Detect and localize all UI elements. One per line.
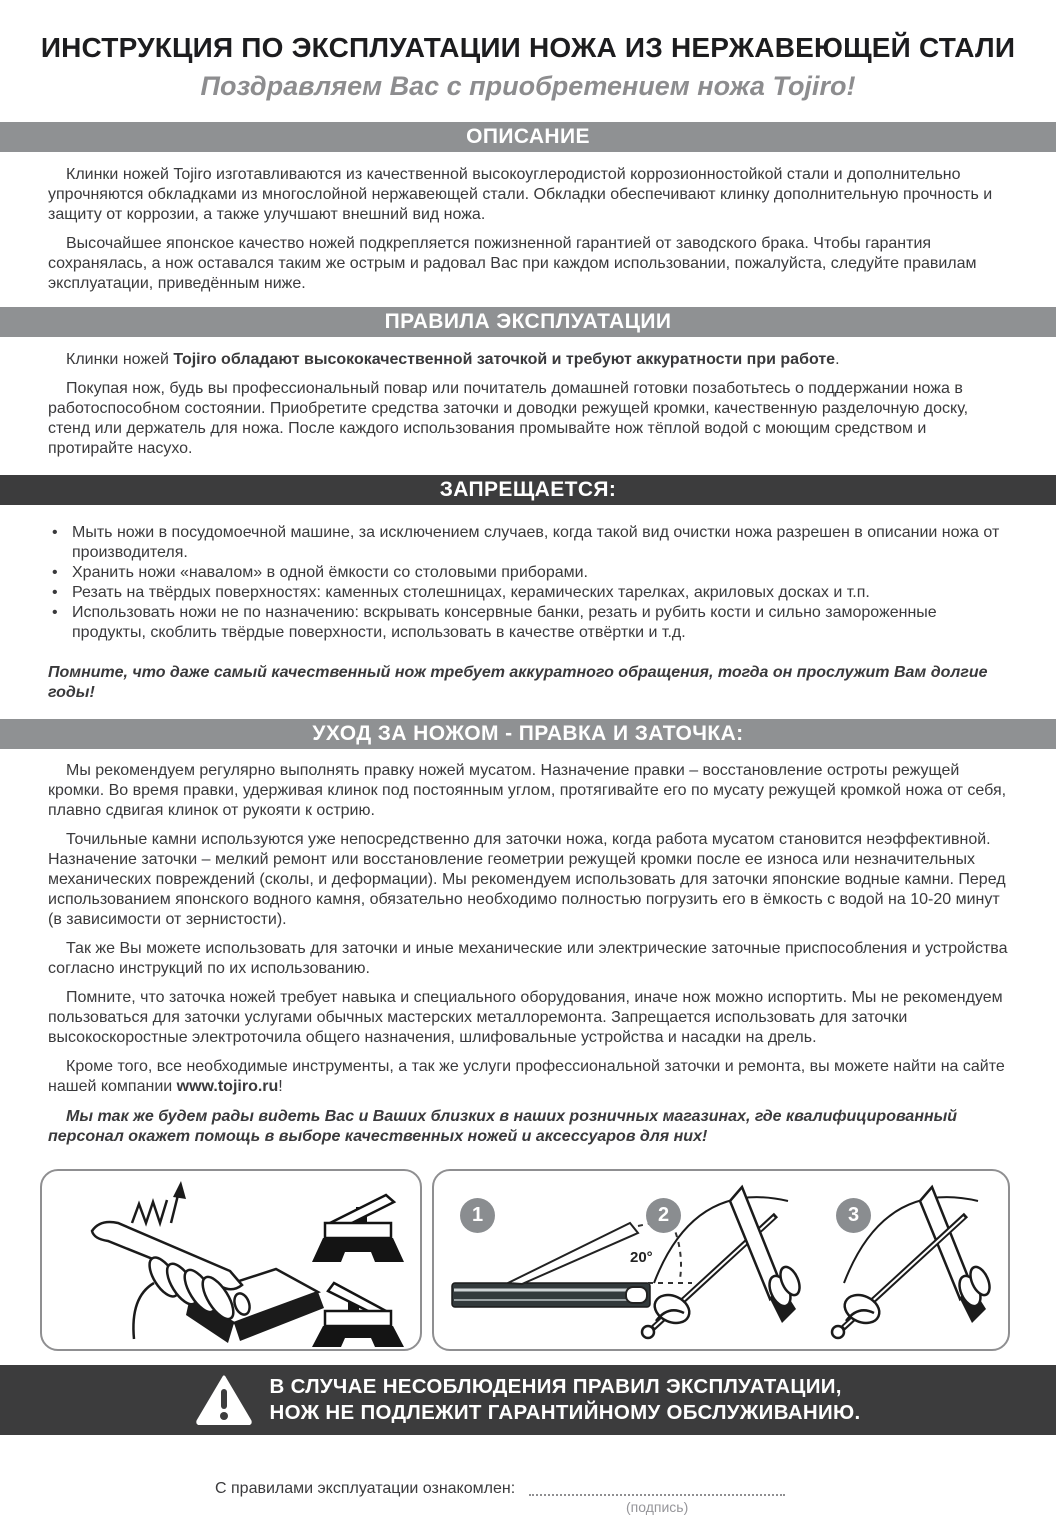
section-header-care: УХОД ЗА НОЖОМ - ПРАВКА И ЗАТОЧКА: (0, 719, 1056, 749)
section-header-description: ОПИСАНИЕ (0, 122, 1056, 152)
care-paragraph-4: Помните, что заточка ножей требует навыка и специального оборудования, иначе нож можно испортить. Мы не рекомендуем пользоваться для заточки услугами обычных мастерских металлоремонта. Запрещается использовать для заточки высокоскоростные электроточила общего назначения, шлифовальные устройства и насадки на дрель. (48, 989, 1003, 1046)
honing-steps-drawing (434, 1171, 1008, 1349)
instruction-document (0, 32, 1056, 1532)
section-description (0, 152, 1056, 294)
care-paragraph-1: Мы рекомендуем регулярно выполнять правку ножей мусатом. Назначение правки – восстановление остроты режущей кромки. Во время правки, удерживая клинок под постоянным углом, протягивайте его по мусату режущей кромкой ножа от себя, плавно сдвигая клинок от рукояти к острию. (48, 762, 1007, 819)
rules-p1-prefix: Клинки ножей (66, 351, 174, 368)
rules-p1-bold: Tojiro обладают высококачественной заточкой и требуют аккуратности при работе (173, 351, 836, 368)
forbidden-item: • Хранить ножи «навалом» в одной ёмкости со столовыми приборами. (48, 563, 1008, 583)
warning-line-2: НОЖ НЕ ПОДЛЕЖИТ ГАРАНТИЙНОМУ ОБСЛУЖИВАНИЮ. (269, 1401, 861, 1424)
forbidden-item: • Использовать ножи не по назначению: вскрывать консервные банки, резать и рубить кости и сильно замороженные продукты, скоблить твёрдые поверхности, использовать в качестве отвёртки и т.д. (48, 603, 1008, 643)
care-paragraph-2: Точильные камни используются уже непосредственно для заточки ножа, когда работа мусатом становится неэффективной. Назначение заточки – мелкий ремонт или восстановление геометрии режущей кромки после ее износа или незначительных механических повреждений (сколы, и деформации). Мы рекомендуем использовать для заточки японские водные камни. Перед использованием японского водного камня, обязательно необходимо полностью погрузить его в ёмкость с водой на 10-20 минут (в зависимости от зернистости). (48, 831, 1006, 928)
honing-illustration-panel (432, 1169, 1010, 1351)
care-note: Мы так же будем рады видеть Вас и Ваших близких в наших розничных магазинах, где квалифицированный персонал окажет помощь в выборе качественных ножей и аксессуаров для них! (48, 1108, 958, 1145)
signature-line[interactable] (529, 1480, 785, 1496)
bullet-icon: • (52, 564, 58, 581)
description-paragraph-1: Клинки ножей Tojiro изготавливаются из качественной высокоуглеродистой коррозионностойкой стали и дополнительно упрочняются обкладками из многослойной нержавеющей стали. Обкладки обеспечивают клинку дополнительную прочность и защиту от коррозии, а также улучшают внешний вид ножа. (48, 166, 993, 223)
rules-paragraph-2: Покупая нож, будь вы профессиональный повар или почитатель домашней готовки позаботьтесь о поддержании ножа в работоспособном состоянии. Приобретите средства заточки и доводки режущей кромки, качественную разделочную доску, стенд или держатель для ножа. После каждого использования промывайте нож тёплой водой с моющим средством и протирайте насухо. (48, 380, 969, 457)
warning-triangle-icon (196, 1375, 252, 1425)
care-p5-suffix: ! (278, 1078, 283, 1095)
step-number-badge: 1 (460, 1198, 495, 1233)
care-p5-prefix: Кроме того, все необходимые инструменты, а так же услуги профессиональной заточки и ремонта, вы можете найти на сайте нашей компании (48, 1058, 1005, 1095)
section-care (0, 749, 1056, 1147)
bullet-icon: • (52, 604, 58, 621)
rules-paragraph-1 (48, 350, 1008, 370)
section-header-forbidden: ЗАПРЕЩАЕТСЯ: (0, 475, 1056, 505)
illustrations-row (40, 1169, 1010, 1351)
signature-label: С правилами эксплуатации ознакомлен: (215, 1480, 516, 1497)
forbidden-note: Помните, что даже самый качественный нож требует аккуратного обращения, тогда он прослужит Вам долгие годы! (48, 664, 988, 701)
rules-p1-suffix: . (835, 351, 840, 368)
section-forbidden (0, 505, 1056, 703)
page-subtitle: Поздравляем Вас с приобретением ножа Tojiro! (200, 71, 856, 101)
warranty-warning-banner (0, 1365, 1056, 1435)
bullet-icon: • (52, 584, 58, 601)
signature-caption: (подпись) (626, 1499, 689, 1515)
warning-line-1: В СЛУЧАЕ НЕСОБЛЮДЕНИЯ ПРАВИЛ ЭКСПЛУАТАЦИИ, (269, 1375, 842, 1398)
forbidden-item: • Резать на твёрдых поверхностях: каменных столешницах, керамических тарелках, акриловых досках и т.п. (48, 583, 1008, 603)
sharpening-angle-label: 20° (630, 1249, 653, 1266)
warning-text (270, 1374, 861, 1426)
page-title: ИНСТРУКЦИЯ ПО ЭКСПЛУАТАЦИИ НОЖА ИЗ НЕРЖАВЕЮЩЕЙ СТАЛИ (40, 32, 1016, 63)
care-paragraph-3: Так же Вы можете использовать для заточки и иные механические или электрические заточные приспособления и устройства согласно инструкций по их использованию. (48, 940, 1008, 977)
step-number-badge: 3 (836, 1198, 871, 1233)
care-paragraph-5 (48, 1057, 1008, 1097)
section-header-rules: ПРАВИЛА ЭКСПЛУАТАЦИИ (0, 307, 1056, 337)
whetstone-illustration-panel (40, 1169, 422, 1351)
description-paragraph-2: Высочайшее японское качество ножей подкрепляется пожизненной гарантией от заводского брака. Чтобы гарантия сохранялась, а нож оставался таким же острым и радовал Вас при каждом использовании, пожалуйста, следуйте правилам эксплуатации, приведённым ниже. (48, 235, 977, 292)
step-number-badge: 2 (646, 1198, 681, 1233)
signature-field (529, 1480, 785, 1515)
signature-row (215, 1480, 785, 1515)
whetstone-sharpening-drawing (42, 1171, 420, 1349)
section-rules (0, 337, 1056, 459)
bullet-icon: • (52, 524, 58, 541)
care-p5-bold: www.tojiro.ru (176, 1078, 279, 1095)
forbidden-item: • Мыть ножи в посудомоечной машине, за исключением случаев, когда такой вид очистки ножа разрешен в описании ножа от производителя. (48, 523, 1008, 563)
